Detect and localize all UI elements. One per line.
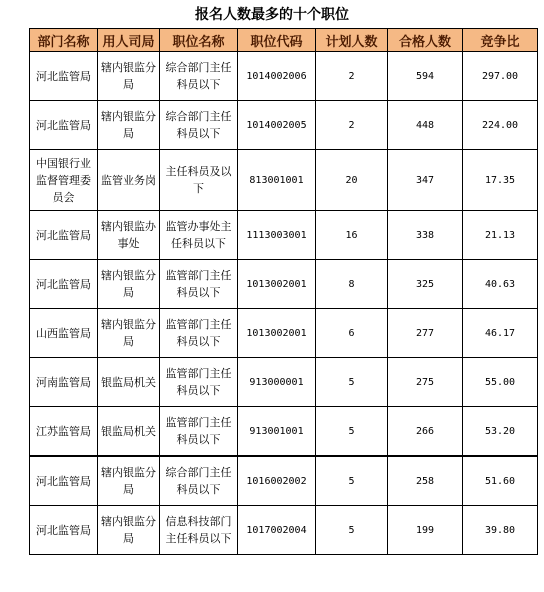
cell-plan: 20 [316, 150, 388, 211]
cell-ratio: 46.17 [463, 309, 538, 358]
cell-bureau: 辖内银监分局 [98, 456, 160, 506]
cell-plan: 5 [316, 407, 388, 457]
cell-position: 信息科技部门主任科员以下 [160, 506, 238, 555]
cell-qualified: 277 [388, 309, 463, 358]
cell-position: 主任科员及以下 [160, 150, 238, 211]
cell-ratio: 39.80 [463, 506, 538, 555]
cell-bureau: 辖内银监分局 [98, 506, 160, 555]
cell-bureau: 辖内银监分局 [98, 309, 160, 358]
cell-ratio: 297.00 [463, 52, 538, 101]
cell-plan: 8 [316, 260, 388, 309]
cell-position: 监管办事处主任科员以下 [160, 211, 238, 260]
cell-code: 1014002006 [238, 52, 316, 101]
cell-position: 综合部门主任科员以下 [160, 101, 238, 150]
cell-code: 913001001 [238, 407, 316, 457]
cell-qualified: 594 [388, 52, 463, 101]
cell-dept: 山西监管局 [30, 309, 98, 358]
cell-code: 1017002004 [238, 506, 316, 555]
cell-bureau: 监管业务岗 [98, 150, 160, 211]
table-row [30, 506, 538, 555]
table-row [30, 456, 538, 506]
positions-table [29, 28, 538, 555]
cell-position: 监管部门主任科员以下 [160, 260, 238, 309]
cell-plan: 2 [316, 101, 388, 150]
cell-qualified: 338 [388, 211, 463, 260]
cell-qualified: 199 [388, 506, 463, 555]
cell-code: 913000001 [238, 358, 316, 407]
table-header-row [30, 29, 538, 52]
header-bureau: 用人司局 [98, 29, 160, 52]
table-row [30, 52, 538, 101]
cell-bureau: 银监局机关 [98, 407, 160, 457]
cell-ratio: 21.13 [463, 211, 538, 260]
cell-ratio: 224.00 [463, 101, 538, 150]
cell-bureau: 辖内银监分局 [98, 101, 160, 150]
table-row [30, 407, 538, 457]
header-qualified: 合格人数 [388, 29, 463, 52]
table-row [30, 150, 538, 211]
cell-bureau: 辖内银监分局 [98, 260, 160, 309]
table-row [30, 358, 538, 407]
cell-position: 综合部门主任科员以下 [160, 456, 238, 506]
table-row [30, 260, 538, 309]
cell-qualified: 347 [388, 150, 463, 211]
cell-qualified: 258 [388, 456, 463, 506]
table-row [30, 211, 538, 260]
cell-code: 1016002002 [238, 456, 316, 506]
cell-dept: 中国银行业监督管理委员会 [30, 150, 98, 211]
cell-ratio: 17.35 [463, 150, 538, 211]
cell-dept: 河北监管局 [30, 52, 98, 101]
cell-plan: 5 [316, 456, 388, 506]
cell-dept: 河北监管局 [30, 211, 98, 260]
cell-position: 监管部门主任科员以下 [160, 407, 238, 457]
cell-bureau: 银监局机关 [98, 358, 160, 407]
header-code: 职位代码 [238, 29, 316, 52]
cell-qualified: 266 [388, 407, 463, 457]
cell-plan: 2 [316, 52, 388, 101]
cell-dept: 河北监管局 [30, 506, 98, 555]
table-row [30, 309, 538, 358]
header-ratio: 竞争比 [463, 29, 538, 52]
cell-bureau: 辖内银监分局 [98, 52, 160, 101]
cell-plan: 5 [316, 358, 388, 407]
cell-plan: 16 [316, 211, 388, 260]
cell-dept: 河北监管局 [30, 260, 98, 309]
cell-qualified: 325 [388, 260, 463, 309]
cell-code: 813001001 [238, 150, 316, 211]
cell-position: 监管部门主任科员以下 [160, 358, 238, 407]
header-plan: 计划人数 [316, 29, 388, 52]
cell-code: 1113003001 [238, 211, 316, 260]
cell-ratio: 53.20 [463, 407, 538, 457]
cell-plan: 5 [316, 506, 388, 555]
table-title: 报名人数最多的十个职位 [195, 7, 349, 23]
cell-dept: 河北监管局 [30, 456, 98, 506]
cell-code: 1013002001 [238, 309, 316, 358]
cell-dept: 河南监管局 [30, 358, 98, 407]
cell-bureau: 辖内银监办事处 [98, 211, 160, 260]
cell-ratio: 55.00 [463, 358, 538, 407]
header-dept: 部门名称 [30, 29, 98, 52]
cell-plan: 6 [316, 309, 388, 358]
cell-position: 监管部门主任科员以下 [160, 309, 238, 358]
cell-code: 1014002005 [238, 101, 316, 150]
header-position: 职位名称 [160, 29, 238, 52]
table-row [30, 101, 538, 150]
cell-qualified: 275 [388, 358, 463, 407]
cell-ratio: 40.63 [463, 260, 538, 309]
cell-dept: 河北监管局 [30, 101, 98, 150]
cell-qualified: 448 [388, 101, 463, 150]
cell-position: 综合部门主任科员以下 [160, 52, 238, 101]
cell-dept: 江苏监管局 [30, 407, 98, 457]
cell-ratio: 51.60 [463, 456, 538, 506]
cell-code: 1013002001 [238, 260, 316, 309]
